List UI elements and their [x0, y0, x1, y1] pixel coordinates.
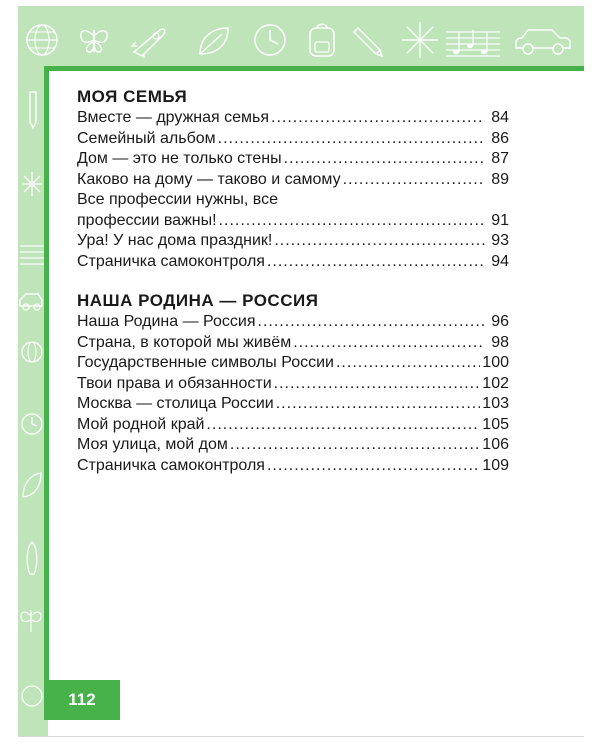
- pencil-icon: [352, 22, 386, 58]
- toc-entry-page: 102: [482, 374, 509, 392]
- toc-entry: [77, 108, 509, 129]
- globe-icon: [20, 684, 44, 708]
- toc-entry-page: 93: [491, 232, 509, 249]
- toc-entry: [77, 129, 509, 150]
- toc-entry-label: Вместе — дружная семья: [77, 109, 270, 126]
- toc-entry-page: 103: [482, 395, 509, 412]
- toc-entry-label: Твои права и обязанности: [77, 374, 272, 392]
- leader-dots: [274, 374, 481, 395]
- toc-entry-page: 106: [482, 436, 509, 453]
- leader-dots: [206, 415, 480, 436]
- snowflake-icon: [20, 170, 44, 198]
- table-of-contents: [77, 86, 509, 476]
- section-title: МОЯ СЕМЬЯ: [77, 87, 188, 106]
- toc-entry-label: Каково на дому — таково и самому: [77, 170, 341, 188]
- toc-entry-page: 87: [491, 150, 509, 167]
- toc-entry: [77, 211, 509, 232]
- snowflake-icon: [400, 20, 440, 60]
- toc-entry-label: Страничка самоконтроля: [77, 456, 265, 474]
- clock-icon: [20, 412, 44, 436]
- toc-entry-label: Дом — это не только стены: [77, 150, 282, 167]
- leader-dots: [274, 231, 485, 252]
- leader-dots: [219, 211, 485, 232]
- toc-entry-label: Моя улица, мой дом: [77, 436, 228, 453]
- leader-dots: [284, 149, 485, 170]
- butterfly-icon: [18, 606, 44, 636]
- toc-entry-page: 100: [482, 354, 509, 371]
- toc-entry-page: 109: [482, 456, 509, 474]
- leaf-icon: [20, 470, 44, 500]
- toc-entry-page: 89: [491, 170, 509, 188]
- toc-entry-label: Москва — столица России: [77, 395, 274, 412]
- globe-icon: [24, 22, 60, 58]
- car-icon: [512, 26, 572, 56]
- toc-entry-page: 91: [491, 211, 509, 229]
- toc-entry-page: 84: [491, 109, 509, 126]
- toc-entry: [77, 353, 509, 374]
- leaf-icon: [196, 24, 232, 58]
- toc-entry-page: 105: [482, 415, 509, 433]
- section-title: НАША РОДИНА — РОССИЯ: [77, 291, 319, 310]
- page-number: 112: [68, 690, 96, 709]
- toc-entry: [77, 415, 509, 436]
- leader-dots: [230, 435, 480, 456]
- leader-dots: [276, 394, 481, 415]
- top-green-rule: [44, 66, 584, 71]
- toc-entry: [77, 170, 509, 191]
- toc-entry: [77, 456, 509, 477]
- toc-entry-first-line: Все профессии нужны, все: [77, 191, 279, 208]
- toc-entry-page: 94: [491, 252, 509, 270]
- left-green-rule: [44, 66, 49, 682]
- toc-entry-label: Мой родной край: [77, 415, 205, 433]
- toc-entry-label: Страничка самоконтроля: [77, 252, 265, 270]
- toc-entry-page: 86: [491, 129, 509, 147]
- globe-icon: [20, 340, 44, 364]
- butterfly-icon: [76, 22, 112, 58]
- toc-entry-label: Ура! У нас дома праздник!: [77, 232, 273, 249]
- rocket-icon: [130, 22, 170, 58]
- toc-entry-label: профессии важны!: [77, 211, 217, 229]
- clock-icon: [252, 22, 288, 58]
- toc-entry-label: Страна, в которой мы живём: [77, 333, 292, 351]
- toc-entry-label: Наша Родина — Россия: [77, 313, 256, 330]
- leader-dots: [267, 252, 485, 273]
- toc-entry: [77, 374, 509, 395]
- car-icon: [18, 290, 44, 314]
- leader-dots: [293, 333, 485, 354]
- page-number-badge: [44, 680, 120, 720]
- toc-entry-label: Государственные символы России: [77, 354, 334, 371]
- section-gap: [77, 272, 509, 290]
- toc-entry: [77, 312, 509, 333]
- toc-entry: [77, 394, 509, 415]
- music-notes-icon: [20, 240, 44, 270]
- leader-dots: [267, 456, 480, 477]
- leader-dots: [271, 108, 485, 129]
- toc-entry: [77, 231, 509, 252]
- pencil-icon: [22, 90, 44, 130]
- leader-dots: [218, 129, 485, 150]
- toc-entry: [77, 333, 509, 354]
- toc-entry-page: 96: [491, 313, 509, 330]
- leader-dots: [336, 353, 480, 374]
- page-bottom-edge: [18, 736, 584, 737]
- leader-dots: [343, 170, 485, 191]
- backpack-icon: [306, 20, 338, 60]
- toc-entry: [77, 252, 509, 273]
- rocket-icon: [20, 540, 44, 580]
- toc-entry: [77, 149, 509, 170]
- toc-entry-page: 98: [491, 333, 509, 351]
- music-notes-icon: [446, 26, 500, 58]
- toc-entry-label: Семейный альбом: [77, 129, 216, 147]
- toc-entry: [77, 435, 509, 456]
- leader-dots: [258, 312, 485, 333]
